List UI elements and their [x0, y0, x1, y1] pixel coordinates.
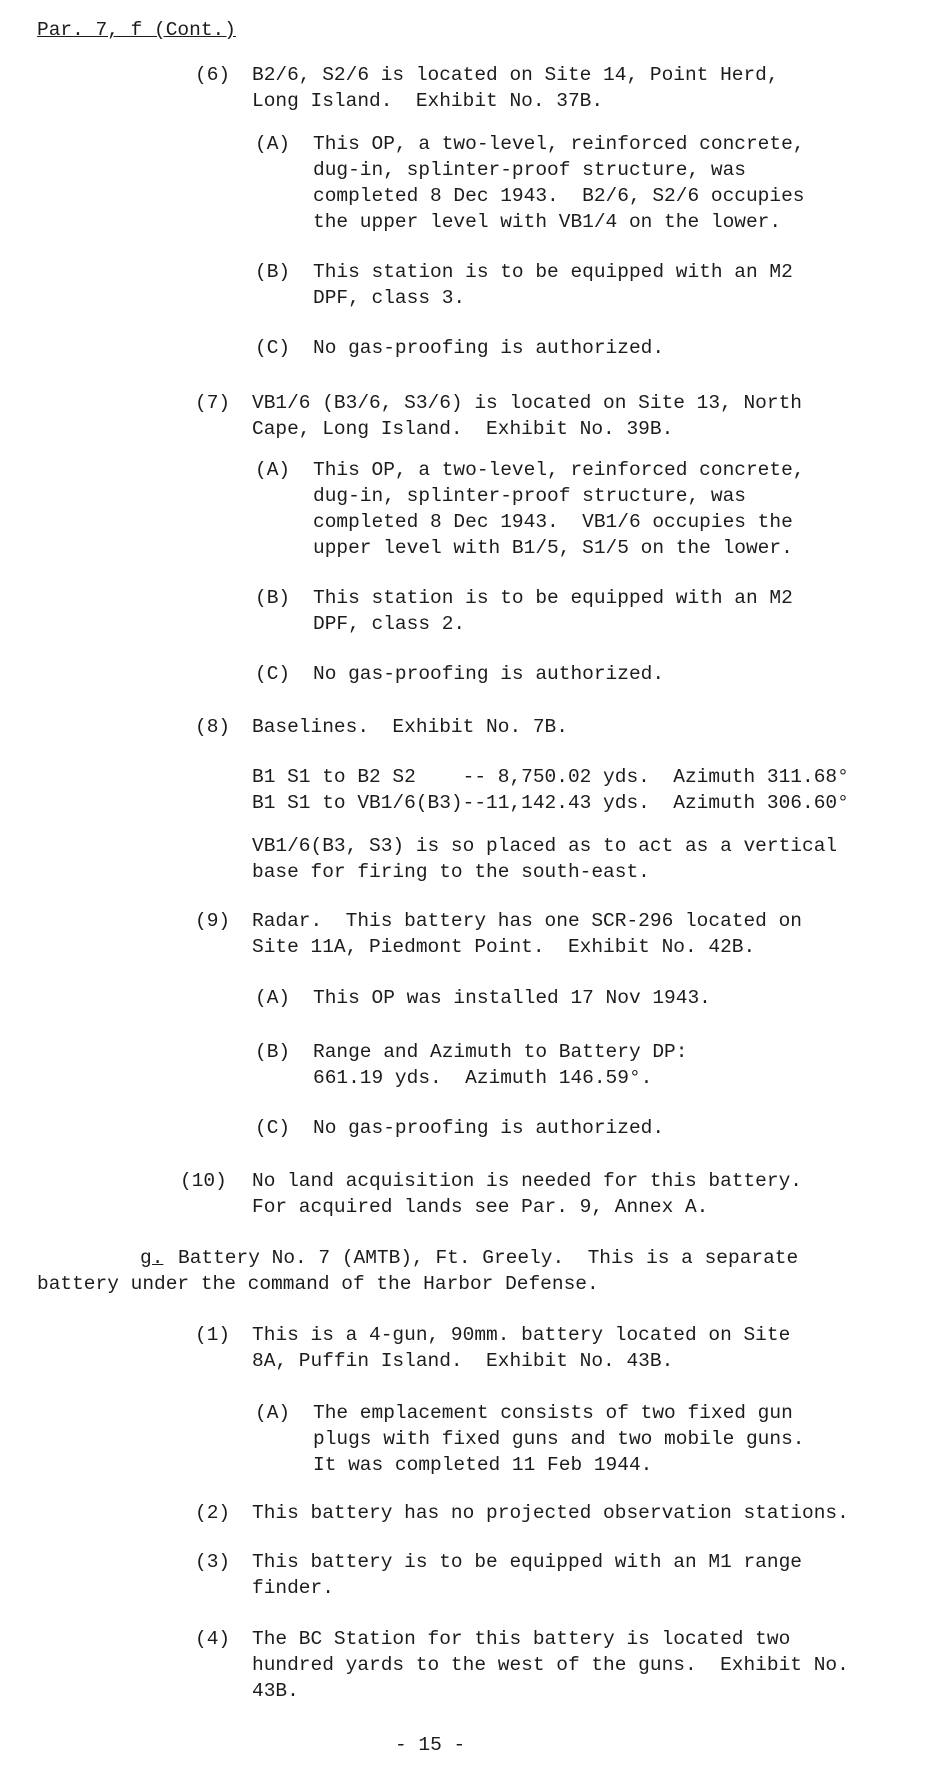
subitem-marker: (A) [255, 133, 291, 155]
baseline-row: B1 S1 to VB1/6(B3)--11,142.43 yds. Azimuth 306.60° [252, 792, 849, 814]
subitem-text: No gas-proofing is authorized. [313, 337, 665, 359]
subitem-text: This OP was installed 17 Nov 1943. [313, 987, 711, 1009]
subitem-text: This station is to be equipped with an M2 [313, 261, 793, 283]
page-number: - 15 - [395, 1734, 466, 1756]
subitem-text: dug-in, splinter-proof structure, was [313, 485, 746, 507]
subitem-marker: (C) [255, 663, 291, 685]
item-marker: (2) [195, 1502, 231, 1524]
item-text: 8A, Puffin Island. Exhibit No. 43B. [252, 1350, 674, 1372]
subitem-text: Range and Azimuth to Battery DP: [313, 1041, 688, 1063]
item-text: B2/6, S2/6 is located on Site 14, Point Herd, [252, 64, 779, 86]
item-text: No land acquisition is needed for this battery. [252, 1170, 802, 1192]
subitem-text: DPF, class 3. [313, 287, 466, 309]
subitem-text: plugs with fixed guns and two mobile guns. [313, 1428, 805, 1450]
subitem-marker: (A) [255, 1402, 291, 1424]
item-marker: (1) [195, 1324, 231, 1346]
subitem-text: It was completed 11 Feb 1944. [313, 1454, 653, 1476]
subitem-marker: (A) [255, 459, 291, 481]
item-marker: (6) [195, 64, 231, 86]
item-text: This battery has no projected observation stations. [252, 1502, 849, 1524]
item-marker: (3) [195, 1551, 231, 1573]
item-marker: (9) [195, 910, 231, 932]
item-text: This battery is to be equipped with an M1 range [252, 1551, 802, 1573]
subitem-text: 661.19 yds. Azimuth 146.59°. [313, 1067, 653, 1089]
baseline-row: B1 S1 to B2 S2 -- 8,750.02 yds. Azimuth 311.68° [252, 766, 849, 788]
item-marker: (8) [195, 716, 231, 738]
subitem-text: completed 8 Dec 1943. B2/6, S2/6 occupies [313, 185, 805, 207]
item-text: Radar. This battery has one SCR-296 located on [252, 910, 802, 932]
subitem-text: dug-in, splinter-proof structure, was [313, 159, 746, 181]
subitem-marker: (C) [255, 1117, 291, 1139]
subitem-marker: (C) [255, 337, 291, 359]
subitem-text: completed 8 Dec 1943. VB1/6 occupies the [313, 511, 793, 533]
item-text: hundred yards to the west of the guns. Exhibit No. [252, 1654, 849, 1676]
item-text: finder. [252, 1577, 334, 1599]
subitem-marker: (B) [255, 261, 291, 283]
subitem-text: the upper level with VB1/4 on the lower. [313, 211, 782, 233]
subitem-text: The emplacement consists of two fixed gun [313, 1402, 793, 1424]
subitem-marker: (B) [255, 1041, 291, 1063]
item-marker: (7) [195, 392, 231, 414]
item-marker: (10) [180, 1170, 227, 1192]
subitem-text: This OP, a two-level, reinforced concrete, [313, 133, 805, 155]
item-text: The BC Station for this battery is located two [252, 1628, 791, 1650]
subitem-text: No gas-proofing is authorized. [313, 663, 665, 685]
subitem-text: DPF, class 2. [313, 613, 466, 635]
subitem-marker: (A) [255, 987, 291, 1009]
item-text: Baselines. Exhibit No. 7B. [252, 716, 568, 738]
subitem-marker: (B) [255, 587, 291, 609]
section-header: Par. 7, f (Cont.) [37, 19, 236, 41]
item-marker: (4) [195, 1628, 231, 1650]
item-text: For acquired lands see Par. 9, Annex A. [252, 1196, 709, 1218]
item-text: 43B. [252, 1680, 299, 1702]
item-text: VB1/6 (B3/6, S3/6) is located on Site 13, North [252, 392, 802, 414]
item-text: Cape, Long Island. Exhibit No. 39B. [252, 418, 674, 440]
subitem-text: upper level with B1/5, S1/5 on the lower. [313, 537, 793, 559]
subitem-text: This OP, a two-level, reinforced concrete, [313, 459, 805, 481]
item-text: Site 11A, Piedmont Point. Exhibit No. 42B. [252, 936, 756, 958]
paragraph-text: battery under the command of the Harbor Defense. [37, 1273, 599, 1295]
paragraph-marker: g. [140, 1247, 164, 1269]
item-text: Long Island. Exhibit No. 37B. [252, 90, 604, 112]
paragraph-text: Battery No. 7 (AMTB), Ft. Greely. This is a separate [178, 1247, 799, 1269]
item-text: base for firing to the south-east. [252, 861, 650, 883]
item-text: This is a 4-gun, 90mm. battery located on Site [252, 1324, 791, 1346]
subitem-text: This station is to be equipped with an M2 [313, 587, 793, 609]
subitem-text: No gas-proofing is authorized. [313, 1117, 665, 1139]
item-text: VB1/6(B3, S3) is so placed as to act as a vertical [252, 835, 838, 857]
